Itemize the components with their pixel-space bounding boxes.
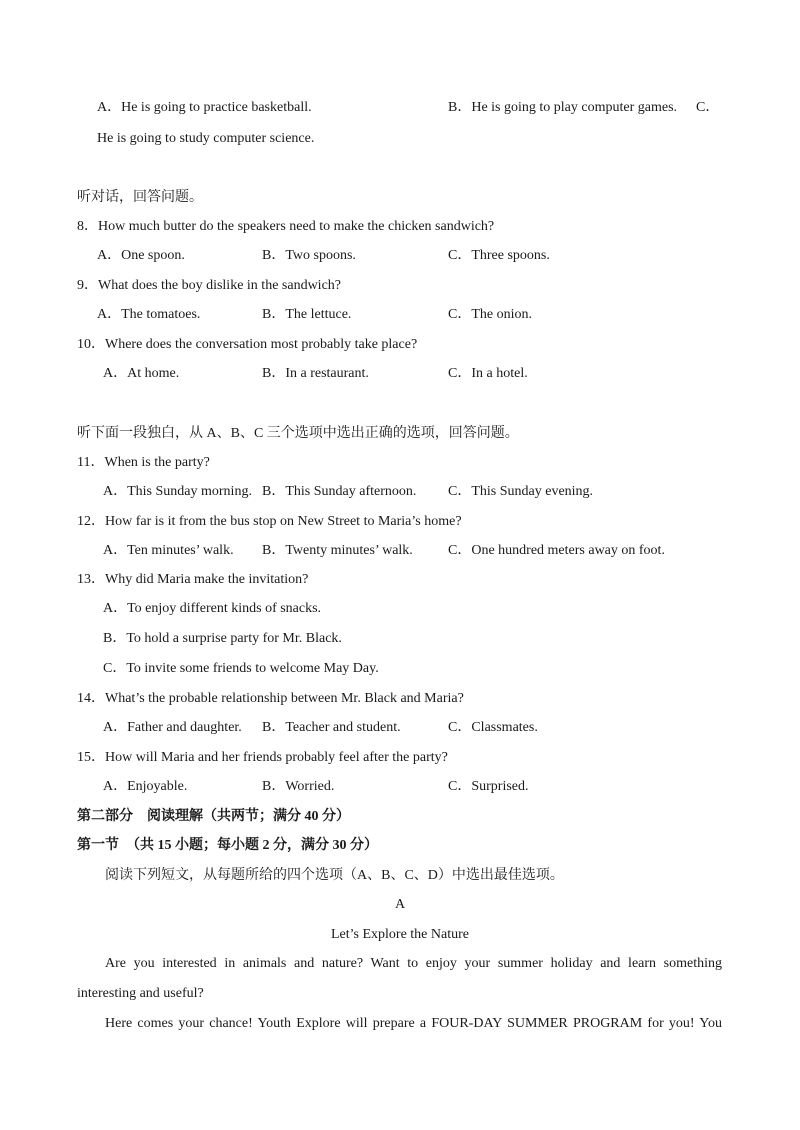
q9-option-a: A．The tomatoes. (97, 307, 201, 322)
q14-option-a: A．Father and daughter. (103, 720, 242, 735)
question-12: 12．How far is it from the bus stop on New Street to Maria’s home? (77, 514, 462, 529)
q12-option-c: C．One hundred meters away on foot. (448, 543, 665, 558)
question-11: 11．When is the party? (77, 455, 210, 470)
q8-option-a: A．One spoon. (97, 248, 185, 263)
question-14: 14．What’s the probable relationship between Mr. Black and Maria? (77, 691, 464, 706)
q12-option-a: A．Ten minutes’ walk. (103, 543, 234, 558)
section-one-heading: 第一节 （共 15 小题；每小题 2 分，满分 30 分） (77, 838, 378, 853)
q7-option-a: A．He is going to practice basketball. (97, 100, 312, 115)
passage-label: A (394, 897, 406, 912)
q11-option-b: B．This Sunday afternoon. (262, 484, 417, 499)
q10-option-b: B．In a restaurant. (262, 366, 369, 381)
q14-option-b: B．Teacher and student. (262, 720, 401, 735)
q12-option-b: B．Twenty minutes’ walk. (262, 543, 413, 558)
q7-option-c-label: C． (696, 100, 720, 115)
q10-option-c: C．In a hotel. (448, 366, 528, 381)
monologue-instruction: 听下面一段独白，从 A、B、C 三个选项中选出正确的选项，回答问题。 (77, 426, 519, 441)
dialog-instruction: 听对话，回答问题。 (77, 190, 203, 205)
q10-option-a: A．At home. (103, 366, 180, 381)
q8-option-c: C．Three spoons. (448, 248, 550, 263)
passage-title: Let’s Explore the Nature (330, 927, 469, 942)
paragraph-1-line-1: Are you interested in animals and nature? Want to enjoy your summer holiday and learn something (105, 956, 722, 971)
q15-option-a: A．Enjoyable. (103, 779, 188, 794)
paragraph-2-line-1: Here comes your chance! Youth Explore will prepare a FOUR-DAY SUMMER PROGRAM for you! You (105, 1016, 722, 1031)
q15-option-b: B．Worried. (262, 779, 335, 794)
q13-option-c: C．To invite some friends to welcome May Day. (103, 661, 379, 676)
question-13: 13．Why did Maria make the invitation? (77, 572, 309, 587)
q7-option-b: B．He is going to play computer games. (448, 100, 678, 115)
q9-option-b: B．The lettuce. (262, 307, 352, 322)
q7-option-c: He is going to study computer science. (97, 131, 315, 146)
reading-instruction: 阅读下列短文，从每题所给的四个选项（A、B、C、D）中选出最佳选项。 (105, 868, 564, 883)
question-15: 15．How will Maria and her friends probably feel after the party? (77, 750, 448, 765)
q11-option-a: A．This Sunday morning. (103, 484, 252, 499)
part-two-heading: 第二部分 阅读理解（共两节；满分 40 分） (77, 809, 350, 824)
q15-option-c: C．Surprised. (448, 779, 529, 794)
question-10: 10．Where does the conversation most probably take place? (77, 337, 418, 352)
q8-option-b: B．Two spoons. (262, 248, 356, 263)
q13-option-a: A．To enjoy different kinds of snacks. (103, 601, 322, 616)
question-8: 8．How much butter do the speakers need to make the chicken sandwich? (77, 219, 495, 234)
question-9: 9．What does the boy dislike in the sandwich? (77, 278, 341, 293)
paragraph-1-line-2: interesting and useful? (77, 986, 204, 1001)
q9-option-c: C．The onion. (448, 307, 532, 322)
q13-option-b: B．To hold a surprise party for Mr. Black. (103, 631, 342, 646)
q11-option-c: C．This Sunday evening. (448, 484, 594, 499)
q14-option-c: C．Classmates. (448, 720, 538, 735)
